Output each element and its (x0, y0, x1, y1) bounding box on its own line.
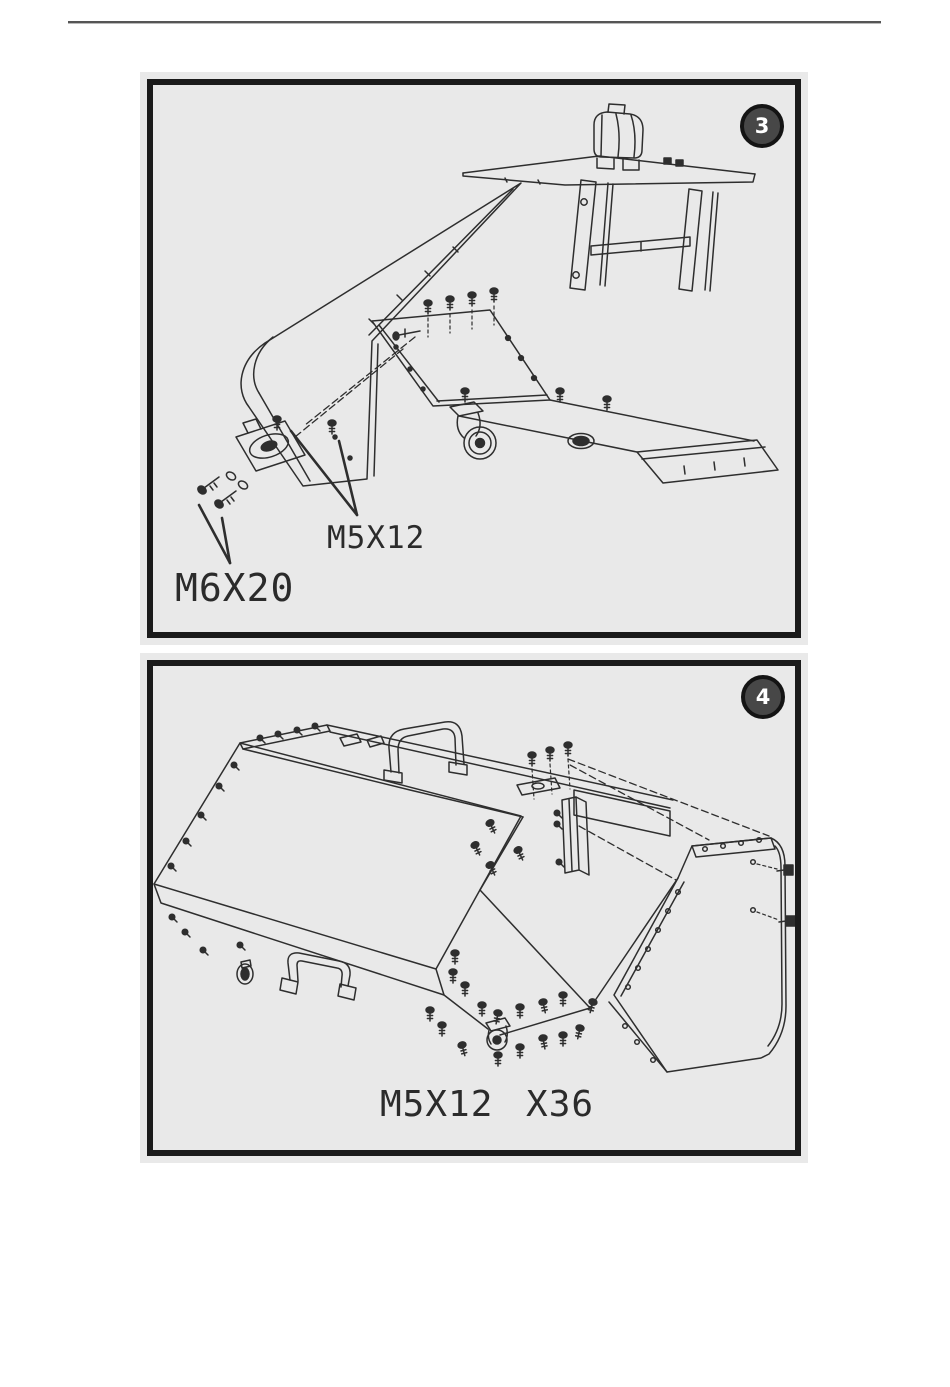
bottom-caster (486, 1018, 510, 1050)
step-3-badge (740, 104, 784, 148)
m6x20-bolts (196, 477, 236, 510)
hitch-stand (570, 104, 718, 291)
label-m5x12-x36: M5X12 X36 (380, 1084, 595, 1125)
step-4-badge (741, 675, 785, 719)
label-m6x20: M6X20 (175, 566, 295, 610)
angle-bracket (554, 797, 589, 875)
top-screws (517, 742, 572, 799)
step-4-number: 4 (755, 685, 771, 709)
side-screws (757, 864, 795, 926)
step-3-panel (140, 72, 808, 645)
mid-screws (470, 819, 526, 877)
step-3-frame (147, 79, 801, 638)
step-4-frame (147, 660, 801, 1156)
screw-path-lines (295, 337, 415, 437)
step-3-number: 3 (754, 114, 770, 138)
page-top-rule (68, 21, 881, 24)
top-deck (463, 156, 755, 185)
front-handle (280, 953, 356, 1000)
bottom-screw-cluster (426, 950, 598, 1066)
end-plate (609, 838, 786, 1072)
step-3-diagram (153, 85, 795, 632)
step-4-panel (140, 653, 808, 1163)
step-4-diagram (153, 666, 795, 1150)
alignment-lines (568, 759, 769, 880)
left-wheel (237, 960, 253, 984)
label-m5x12: M5X12 (327, 520, 426, 556)
